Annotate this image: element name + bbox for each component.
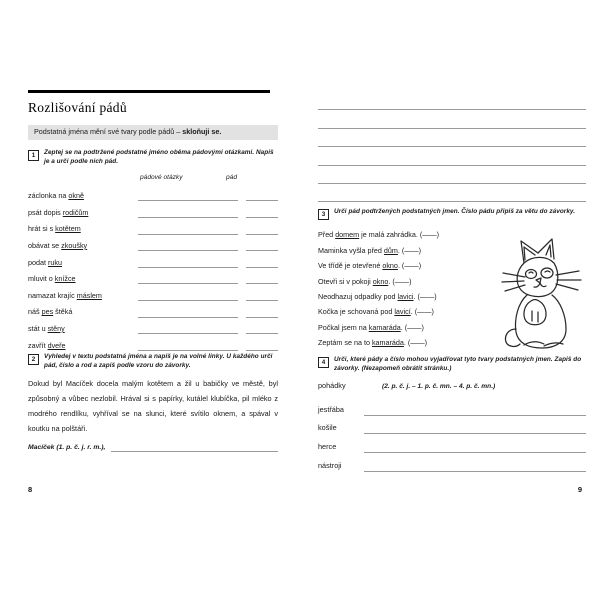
text-before: Kočka je schovaná pod bbox=[318, 307, 395, 317]
underlined-noun: ruku bbox=[47, 257, 62, 267]
exercise-1-rows bbox=[28, 185, 278, 351]
case-answer-blank[interactable] bbox=[246, 323, 278, 334]
exercise-3-sentence bbox=[318, 227, 504, 242]
case-question-blank[interactable] bbox=[138, 257, 238, 268]
text-before: stát u bbox=[28, 323, 48, 333]
exercise-4-rows bbox=[318, 397, 586, 471]
text-before: Maminka vyšla před bbox=[318, 245, 384, 255]
text-after: . (——) bbox=[397, 261, 422, 271]
text-after: . (——) bbox=[413, 291, 437, 301]
writing-lines bbox=[318, 92, 586, 202]
writing-line[interactable] bbox=[318, 184, 586, 202]
exercise-3-body bbox=[318, 227, 586, 350]
right-page bbox=[300, 0, 600, 600]
exercise-1-phrase bbox=[28, 192, 138, 201]
underlined-noun: domem bbox=[335, 230, 360, 240]
exercise-1-number: 1 bbox=[28, 150, 39, 161]
underlined-noun: rodičům bbox=[62, 207, 89, 217]
exercise-2-answer-row bbox=[28, 442, 278, 452]
exercise-4-answer-blank[interactable] bbox=[364, 460, 586, 472]
underlined-noun: okno bbox=[382, 261, 398, 271]
exercise-4-sample-answer: (2. p. č. j. – 1. p. č. mn. – 4. p. č. mn.) bbox=[382, 383, 496, 391]
case-question-blank[interactable] bbox=[138, 224, 238, 235]
exercise-1-phrase bbox=[28, 242, 138, 251]
case-answer-blank[interactable] bbox=[246, 224, 278, 235]
exercise-1-phrase bbox=[28, 342, 138, 351]
exercise-3-sentence bbox=[318, 258, 504, 273]
exercise-1-phrase bbox=[28, 275, 138, 284]
exercise-3-instruction: Urči pád podtržených podstatných jmen. Číslo pádu připiš za větu do závorky. bbox=[334, 208, 576, 216]
exercise-1-row bbox=[28, 185, 278, 202]
text-after: . (——) bbox=[400, 322, 424, 332]
exercise-4-number: 4 bbox=[318, 357, 329, 368]
case-question-blank[interactable] bbox=[138, 340, 238, 351]
exercise-1-row bbox=[28, 284, 278, 301]
cat-illustration bbox=[494, 233, 590, 353]
exercise-1-phrase bbox=[28, 292, 138, 301]
exercise-2-instruction: Vyhledej v textu podstatná jména a napiš je na volné linky. U každého urči pád, číslo a rod a zapiš podle vzoru do závorky. bbox=[44, 352, 273, 369]
text-before: podat bbox=[28, 257, 48, 267]
page-title: Rozlišování pádů bbox=[28, 99, 127, 115]
text-before: obávat se bbox=[28, 240, 62, 250]
exercise-3-sentence bbox=[318, 335, 504, 350]
exercise-3-header bbox=[318, 208, 586, 220]
text-after: . (——) bbox=[388, 276, 412, 286]
column-header-questions: pádové otázky bbox=[140, 173, 183, 181]
underlined-noun: máslem bbox=[76, 290, 102, 300]
exercise-4-answer-blank[interactable] bbox=[364, 422, 586, 434]
exercise-1-column-headers bbox=[28, 174, 278, 181]
case-answer-blank[interactable] bbox=[246, 207, 278, 218]
exercise-1-row bbox=[28, 334, 278, 351]
exercise-3-sentences bbox=[318, 227, 504, 350]
case-question-blank[interactable] bbox=[138, 290, 238, 301]
exercise-4-sample-word: pohádky bbox=[318, 381, 346, 391]
underlined-noun: pes bbox=[41, 307, 54, 317]
rule-banner bbox=[28, 125, 278, 141]
exercise-4-row bbox=[318, 397, 586, 416]
exercise-2-header bbox=[28, 353, 278, 371]
exercise-1-header bbox=[28, 149, 278, 167]
exercise-4-sample-row bbox=[318, 381, 586, 397]
underlined-noun: lavici bbox=[397, 291, 414, 301]
underlined-noun: knížce bbox=[54, 274, 76, 284]
writing-line[interactable] bbox=[318, 166, 586, 184]
exercise-1-phrase bbox=[28, 259, 138, 268]
case-answer-blank[interactable] bbox=[246, 190, 278, 201]
page-number-left: 8 bbox=[28, 485, 33, 494]
exercise-1-row bbox=[28, 235, 278, 252]
page-number-right: 9 bbox=[577, 485, 582, 494]
exercise-2-answer-blank[interactable] bbox=[111, 442, 278, 452]
exercise-3-sentence bbox=[318, 274, 504, 289]
underlined-noun: dům bbox=[383, 245, 398, 255]
exercise-4-answer-blank[interactable] bbox=[364, 441, 586, 453]
exercise-4-word: jestřába bbox=[318, 404, 344, 414]
exercise-4-answer-blank[interactable] bbox=[364, 404, 586, 416]
underlined-noun: lavicí bbox=[394, 307, 411, 317]
text-after: . (——) bbox=[410, 307, 434, 317]
column-header-case: pád bbox=[226, 173, 238, 181]
case-answer-blank[interactable] bbox=[246, 257, 278, 268]
underlined-noun: kotětem bbox=[55, 224, 81, 234]
text-before: Před bbox=[318, 230, 336, 240]
text-after: . (——) bbox=[397, 245, 422, 255]
text-before: psát dopis bbox=[28, 207, 63, 217]
exercise-3-sentence bbox=[318, 289, 504, 304]
text-after: je malá zahrádka. (——) bbox=[359, 230, 440, 240]
underlined-noun: stěny bbox=[47, 323, 65, 333]
text-before: Počkal jsem na bbox=[318, 322, 369, 332]
case-question-blank[interactable] bbox=[138, 190, 238, 201]
exercise-4-header bbox=[318, 356, 586, 374]
text-before: zavřít bbox=[28, 340, 48, 350]
case-question-blank[interactable] bbox=[138, 307, 238, 318]
title-rule bbox=[28, 90, 270, 93]
underlined-noun: okně bbox=[68, 191, 84, 201]
underlined-noun: kamaráda bbox=[371, 338, 404, 348]
exercise-4-row bbox=[318, 416, 586, 435]
exercise-1-row bbox=[28, 218, 278, 235]
text-before: mluvit o bbox=[28, 274, 55, 284]
underlined-noun: kamaráda bbox=[368, 322, 401, 332]
exercise-1-row bbox=[28, 268, 278, 285]
text-before: záclonka na bbox=[28, 191, 69, 201]
exercise-1-row bbox=[28, 318, 278, 335]
exercise-3-sentence bbox=[318, 320, 504, 335]
case-answer-blank[interactable] bbox=[246, 240, 278, 251]
exercise-1-phrase bbox=[28, 209, 138, 218]
exercise-1-instruction: Zeptej se na podtržené podstatné jméno oběma pádovými otázkami. Napiš je a urči podle nich pád. bbox=[44, 149, 274, 165]
underlined-noun: zkoušky bbox=[61, 240, 88, 250]
text-before: náš bbox=[28, 307, 42, 317]
underlined-noun: okno bbox=[372, 276, 389, 286]
case-answer-blank[interactable] bbox=[246, 307, 278, 318]
text-before: Ve třídě je otevřené bbox=[318, 261, 383, 271]
exercise-2-sample-answer: Macíček (1. p. č. j. r. m.), bbox=[28, 444, 106, 452]
text-before: Neodhazuj odpadky pod bbox=[318, 291, 398, 301]
exercise-1-row bbox=[28, 201, 278, 218]
exercise-3-sentence bbox=[318, 243, 504, 258]
writing-line[interactable] bbox=[318, 92, 586, 110]
text-before: hrát si s bbox=[28, 224, 56, 234]
text-after: . (——) bbox=[403, 338, 428, 348]
exercise-1-row bbox=[28, 301, 278, 318]
exercise-2-number: 2 bbox=[28, 354, 39, 365]
exercise-1-phrase bbox=[28, 225, 138, 234]
underlined-noun: dveře bbox=[47, 340, 66, 350]
exercise-4-row bbox=[318, 434, 586, 453]
exercise-1-row bbox=[28, 251, 278, 268]
exercise-4-row bbox=[318, 453, 586, 472]
text-before: namazat krajíc bbox=[28, 290, 77, 300]
text-before: Zeptám se na to bbox=[318, 338, 372, 348]
exercise-4-word: košile bbox=[318, 423, 337, 433]
exercise-3-number: 3 bbox=[318, 209, 329, 220]
exercise-4-word: nástroji bbox=[318, 460, 342, 470]
exercise-1-phrase bbox=[28, 308, 138, 317]
case-question-blank[interactable] bbox=[138, 207, 238, 218]
exercise-3-sentence bbox=[318, 304, 504, 319]
case-question-blank[interactable] bbox=[138, 240, 238, 251]
banner-text: Podstatná jména mění své tvary podle pádů – bbox=[34, 127, 183, 136]
banner-text-bold: skloňuji se. bbox=[182, 127, 222, 136]
case-answer-blank[interactable] bbox=[246, 340, 278, 351]
text-before: Otevři si v pokoji bbox=[318, 276, 373, 286]
exercise-4-word: herce bbox=[318, 441, 337, 451]
case-question-blank[interactable] bbox=[138, 273, 238, 284]
exercise-2-passage: Dokud byl Macíček docela malým kotětem a žil u babičky ve městě, byl způsobný a vůbec nezlobil. Hrával si s papírky, kutálel klubíčka, pil mléko z modrého rendlíku, vyhříval se na slunci, které svítilo oknem, a spával v koutku na polštáři. bbox=[28, 379, 278, 434]
case-answer-blank[interactable] bbox=[246, 290, 278, 301]
case-question-blank[interactable] bbox=[138, 323, 238, 334]
exercise-1-phrase bbox=[28, 325, 138, 334]
case-answer-blank[interactable] bbox=[246, 273, 278, 284]
writing-line[interactable] bbox=[318, 110, 586, 128]
writing-line[interactable] bbox=[318, 147, 586, 165]
exercise-4-instruction: Urči, které pády a číslo mohou vyjadřovat tyto tvary podstatných jmen. Zapiš do závorky. (Nezapomeň obrátit stránku.) bbox=[334, 356, 582, 373]
writing-line[interactable] bbox=[318, 129, 586, 147]
text-after: štěká bbox=[53, 307, 73, 317]
